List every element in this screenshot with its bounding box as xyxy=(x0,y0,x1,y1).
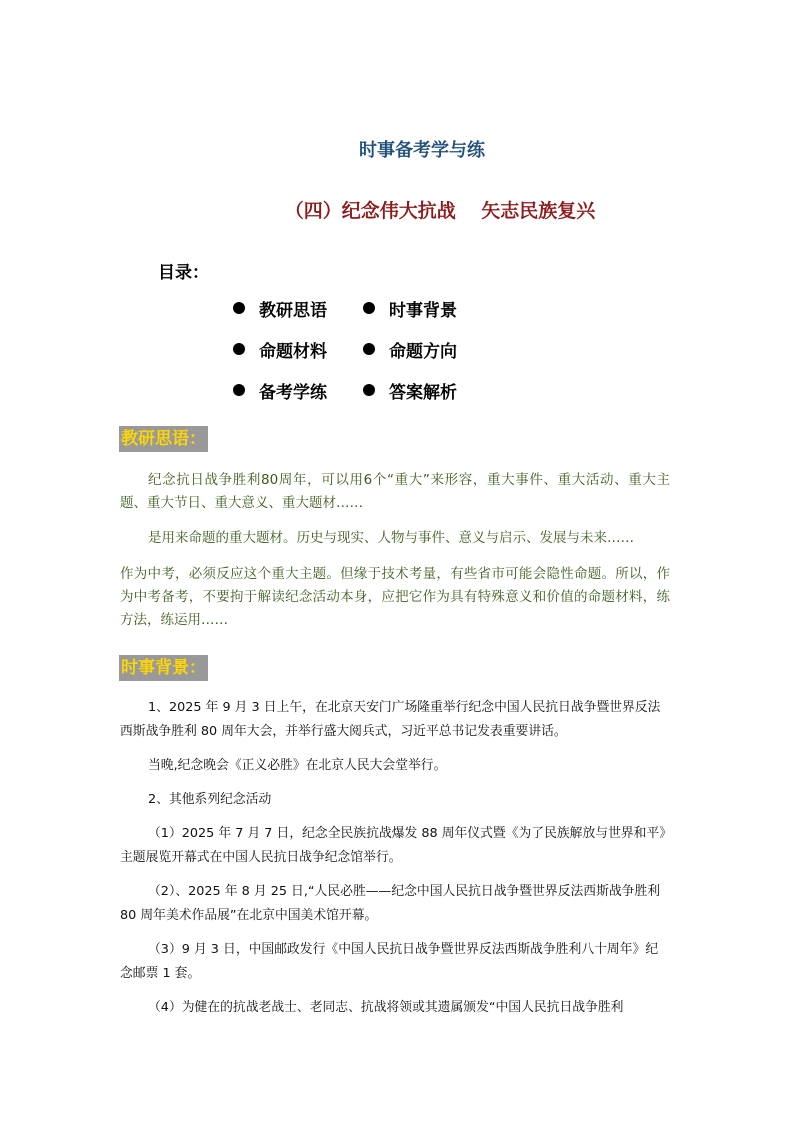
section-heading-research: 教研思语： xyxy=(119,426,208,452)
toc-item-label: 命题方向 xyxy=(389,341,457,362)
bullet-icon xyxy=(363,384,375,396)
bullet-icon xyxy=(233,302,245,314)
toc-item xyxy=(233,380,363,403)
page-title: 时事备考学与练 xyxy=(359,140,485,161)
bullet-icon xyxy=(233,384,245,396)
bullet-icon xyxy=(233,343,245,355)
bullet-icon xyxy=(363,302,375,314)
toc-item-label: 教研思语 xyxy=(259,300,327,321)
research-paragraph-1: 纪念抗日战争胜利80周年，可以用6个“重大”来形容，重大事件、重大活动、重大主题、重大节日、重大意义、重大题材…… xyxy=(120,472,670,511)
background-paragraph-4: （1）2025 年 7 月 7 日，纪念全民族抗战爆发 88 周年仪式暨《为了民族解放与世界和平》主题展览开幕式在中国人民抗日战争纪念馆举行。 xyxy=(120,826,666,865)
toc-item-label: 答案解析 xyxy=(389,382,457,403)
toc-item-label: 时事背景 xyxy=(389,300,457,321)
toc-item xyxy=(363,339,493,362)
research-paragraph-2: 是用来命题的重大题材。历史与现实、人物与事件、意义与启示、发展与未来…… xyxy=(148,530,634,546)
section-heading-background: 时事背景： xyxy=(119,655,208,681)
bullet-icon xyxy=(363,343,375,355)
background-body xyxy=(120,696,670,1020)
research-paragraph-3: 作为中考，必须反应这个重大主题。但缘于技术考量，有些省市可能会隐性命题。所以，作为中考备考，不要拘于解读纪念活动本身，应把它作为具有特殊意义和价值的命题材料，练方法，练运用…… xyxy=(120,566,670,628)
background-paragraph-5: （2）、2025 年 8 月 25 日,“人民必胜——纪念中国人民抗日战争暨世界反法西斯战争胜利 80 周年美术作品展”在北京中国美术馆开幕。 xyxy=(120,884,661,923)
toc-item-label: 备考学练 xyxy=(259,382,327,403)
toc-item-label: 命题材料 xyxy=(259,341,327,362)
table-of-contents xyxy=(233,298,533,403)
background-paragraph-2: 当晚,纪念晚会《正义必胜》在北京人民大会堂举行。 xyxy=(148,758,447,773)
page-subtitle: （四）纪念伟大抗战 矢志民族复兴 xyxy=(284,200,596,222)
toc-label: 目录： xyxy=(158,263,209,283)
toc-item xyxy=(363,298,493,321)
toc-item xyxy=(363,380,493,403)
toc-item xyxy=(233,339,363,362)
background-paragraph-7: （4）为健在的抗战老战士、老同志、抗战将领或其遗属颁发“中国人民抗日战争胜利 xyxy=(148,1000,624,1015)
background-paragraph-6: （3）9 月 3 日，中国邮政发行《中国人民抗日战争暨世界反法西斯战争胜利八十周年》纪念邮票 1 套。 xyxy=(120,942,659,981)
toc-item xyxy=(233,298,363,321)
background-paragraph-3: 2、其他系列纪念活动 xyxy=(148,792,272,807)
background-paragraph-1: 1、2025 年 9 月 3 日上午，在北京天安门广场隆重举行纪念中国人民抗日战争暨世界反法西斯战争胜利 80 周年大会，并举行盛大阅兵式，习近平总书记发表重要讲话。 xyxy=(120,700,661,739)
